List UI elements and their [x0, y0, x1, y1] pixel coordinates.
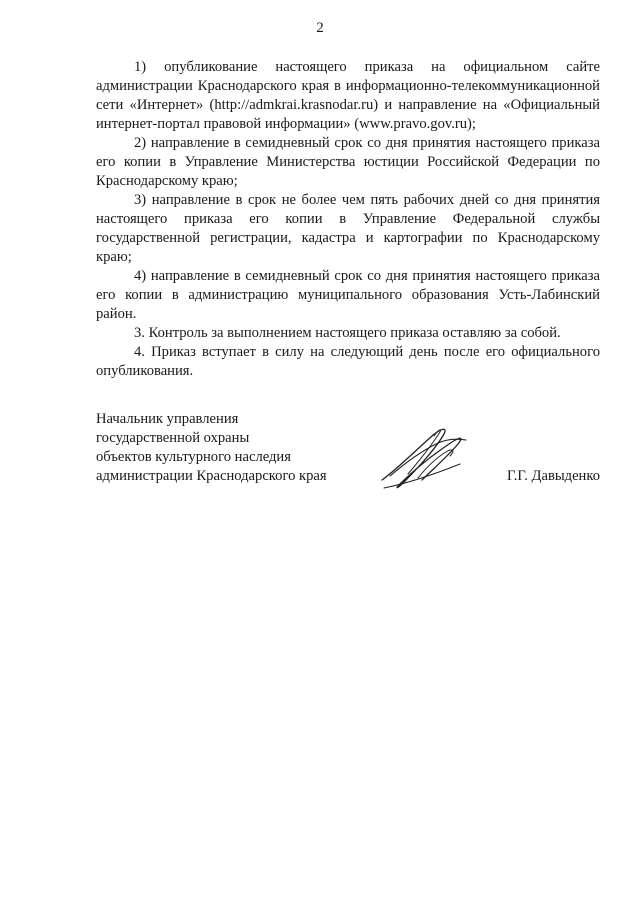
paragraph-control: 3. Контроль за выполнением настоящего приказа оставляю за собой. — [134, 325, 561, 341]
paragraph-rosreestr: 3) направление в срок не более чем пять рабочих дней со дня принятия настоящего приказа его копии в Управление Федеральной службы государственной регистрации, кадастра и картографии по Краснодарскому краю; — [96, 192, 600, 265]
signer-position-line: объектов культурного наследия — [96, 449, 291, 465]
handwritten-signature-icon — [374, 418, 474, 498]
paragraph-publication: 1) опубликование настоящего приказа на официальном сайте администрации Краснодарского края в информационно-телекоммуникационной сети «Интернет» (http://admkrai.krasnodar.ru) и направление на «Официальный интернет-портал правовой информации» (www.pravo.gov.ru); — [96, 59, 600, 132]
signer-position — [96, 410, 327, 486]
signer-name: Г.Г. Давыденко — [506, 468, 600, 484]
paragraph-municipal-administration: 4) направление в семидневный срок со дня принятия настоящего приказа его копии в администрацию муниципального образования Усть-Лабинский район. — [96, 268, 600, 322]
document-body — [96, 58, 600, 381]
page-number: 2 — [316, 20, 324, 36]
paragraph-ministry-justice: 2) направление в семидневный срок со дня принятия настоящего приказа его копии в Управление Министерства юстиции Российской Федерации по Краснодарскому краю; — [96, 135, 600, 189]
signer-position-line: администрации Краснодарского края — [96, 468, 327, 484]
signer-position-line: Начальник управления — [96, 411, 239, 427]
signature-block — [96, 410, 600, 490]
paragraph-entry-into-force: 4. Приказ вступает в силу на следующий день после его официального опубликования. — [96, 344, 600, 379]
signer-position-line: государственной охраны — [96, 430, 250, 446]
